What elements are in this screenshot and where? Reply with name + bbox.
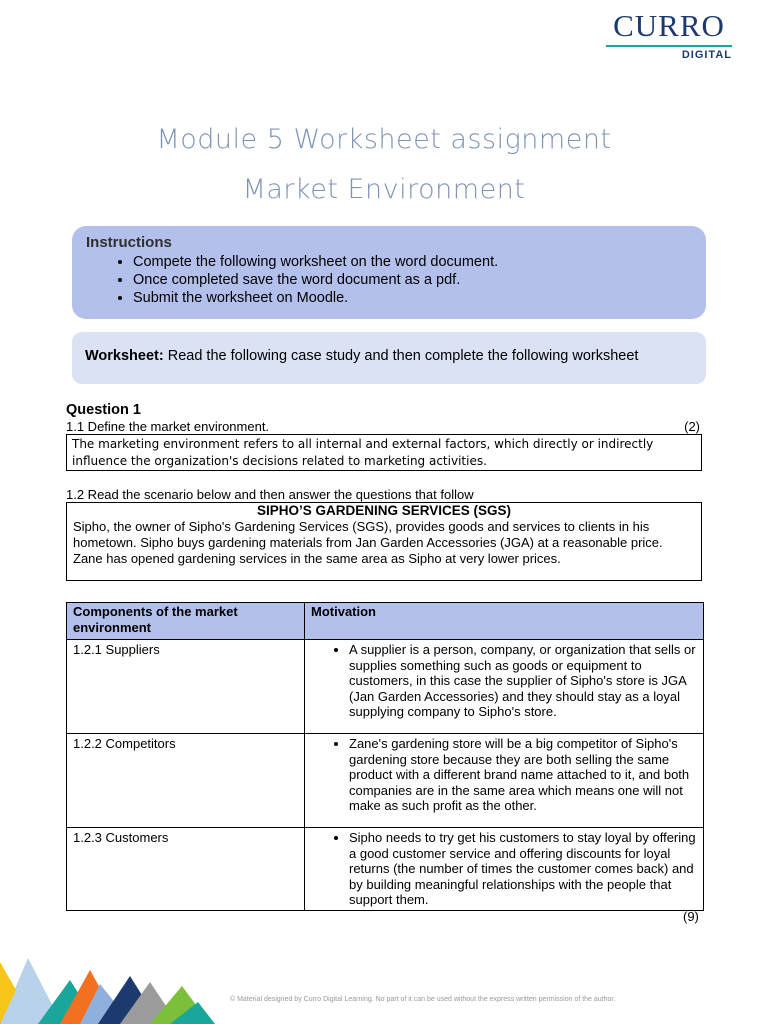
question-heading: Question 1 [66, 402, 141, 418]
table-row [67, 734, 704, 828]
question-1-1-text: 1.1 Define the market environment. [66, 419, 270, 434]
logo-subtitle: DIGITAL [681, 49, 732, 61]
copyright-footer: © Material designed by Curro Digital Learning. No part of it can be used without the express written permission of the author. [230, 996, 616, 1003]
market-environment-table [66, 602, 704, 911]
curro-digital-logo [606, 10, 732, 61]
instructions-heading: Instructions [86, 234, 172, 251]
motivation-text: • Zane's gardening store will be a big competitor of Sipho's gardening store because they are both selling the same product with a different brand name attached to it, and both companies are in the same area which means one will not make as such profit as the other. [349, 736, 697, 814]
table-marks: (9) [683, 909, 699, 924]
logo-underline [606, 45, 732, 47]
worksheet-label: Worksheet: [85, 348, 164, 364]
table-header-row [67, 603, 704, 640]
component-cell: 1.2.3 Customers [67, 828, 305, 911]
motivation-text: • A supplier is a person, company, or organization that sells or supplies something such as goods or equipment to customers, in this case the supplier of Sipho's store is JGA (Jan Garden Accessories) and they should stay as a loyal supplying company to Sipho's store. [349, 642, 697, 720]
instructions-list [86, 253, 692, 307]
table-row [67, 640, 704, 734]
question-1-1 [66, 419, 700, 434]
instruction-item: • Once completed save the word document as a pdf. [133, 271, 692, 289]
motivation-cell[interactable] [305, 734, 704, 828]
answer-1-1-field[interactable]: The marketing environment refers to all internal and external factors, which directly or indirectly influence the organization's decisions related to marketing activities. [66, 434, 702, 471]
scenario-text: Sipho, the owner of Sipho's Gardening Services (SGS), provides goods and services to clients in his hometown. Sipho buys gardening materials from Jan Garden Accessories (JGA) at a reasonable price. Zane has opened gardening services in the same area as Sipho at very lower prices. [73, 519, 663, 566]
worksheet-banner [72, 332, 706, 384]
component-cell: 1.2.2 Competitors [67, 734, 305, 828]
scenario-box [66, 502, 702, 581]
question-1-2-text: 1.2 Read the scenario below and then answer the questions that follow [66, 487, 474, 502]
page-subtitle: Market Environment [242, 174, 526, 205]
worksheet-text: Read the following case study and then complete the following worksheet [163, 348, 639, 364]
motivation-text: • Sipho needs to try get his customers to stay loyal by offering a good customer service and offering discounts for loyal returns (the number of times the customer comes back) and by building meaningful relationships with the people that support them. [349, 830, 697, 908]
table-row [67, 828, 704, 911]
motivation-cell[interactable] [305, 640, 704, 734]
logo-wordmark: CURRO [613, 8, 725, 43]
question-1-2 [66, 487, 700, 502]
component-cell: 1.2.1 Suppliers [67, 640, 305, 734]
table-header-components: Components of the market environment [67, 603, 305, 640]
instruction-item: • Submit the worksheet on Moodle. [133, 289, 692, 307]
decorative-triangles-graphic [0, 950, 220, 1024]
table-header-motivation: Motivation [305, 603, 704, 640]
motivation-cell[interactable] [305, 828, 704, 911]
instructions-box [72, 226, 706, 319]
scenario-title: SIPHO’S GARDENING SERVICES (SGS) [256, 503, 512, 518]
question-1-1-marks: (2) [684, 419, 700, 434]
page-title: Module 5 Worksheet assignment [156, 124, 612, 155]
instruction-item: • Compete the following worksheet on the word document. [133, 253, 692, 271]
